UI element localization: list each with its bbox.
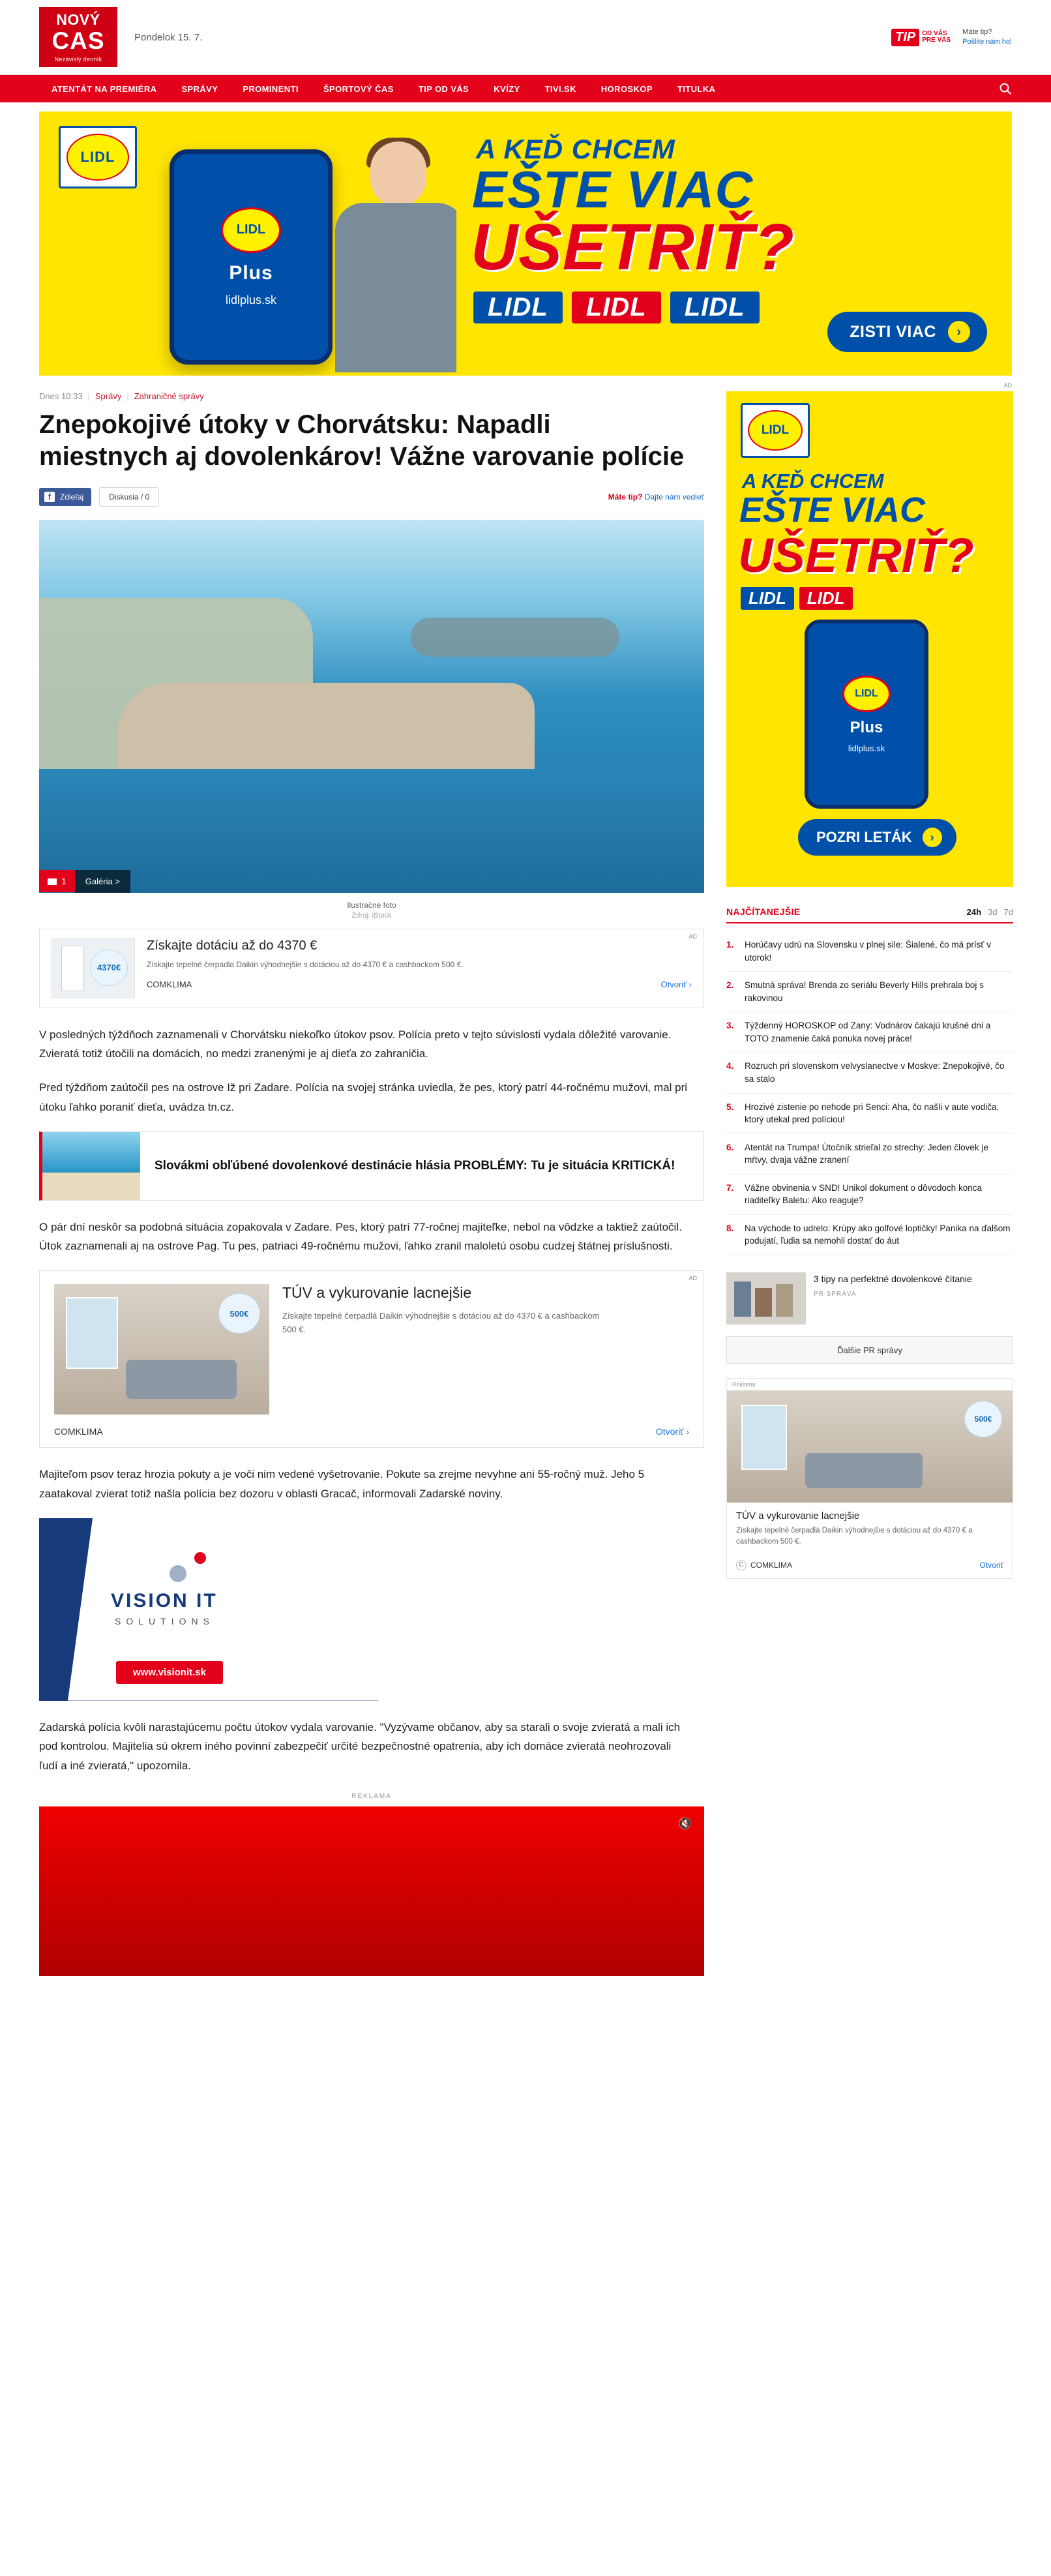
gallery-label: Galéria > (75, 870, 130, 893)
inline-ad-1-advertiser: COMKLIMA (147, 979, 192, 989)
lidl-banner-visual (39, 112, 456, 376)
sidebar-inline-ad-badge: 500€ (964, 1401, 1002, 1437)
hero-water (39, 769, 704, 893)
sidebar-inline-ad-footer (727, 1555, 1013, 1578)
logo-line1: NOVÝ (56, 10, 100, 28)
list-item[interactable] (726, 1012, 1013, 1053)
list-item-title: Týždenný HOROSKOP od Zany: Vodnárov čakajú krušné dni a TOTO znamenie čaká ponuka novej práce! (745, 1021, 991, 1043)
tip-badge-sub (922, 31, 951, 44)
image-caption-text: Ilustračné foto (347, 900, 396, 910)
lidl-top-banner[interactable] (39, 112, 1012, 376)
lidl-sidebar-banner[interactable] (726, 391, 1013, 887)
comklima-icon: C (736, 1560, 747, 1570)
pr-article-thumbnail (726, 1272, 806, 1325)
inline-ad-comklima-1[interactable] (39, 929, 704, 1008)
list-item[interactable] (726, 1175, 1013, 1215)
inline-ad-1-footer (147, 980, 692, 989)
inline-ad-2-text: Získajte tepelné čerpadlá Daikin výhodnejšie s dotáciou až do 4370 € a cashbackom 500 €. (282, 1311, 600, 1334)
meta-separator-1: | (87, 391, 90, 401)
article-paragraph-5: Zadarská polícia kvôli narastajúcemu počtu útokov vydala varovanie. "Vyzývame občanov, aby sa starali o svoje zvieratá a mali ich pod kontrolou. Majitelia sú okrem iného povinní zabezpečiť určité bezpečnostné opatrenia, aby ich domáce zvieratá neohrozovali ľudí a iné zvieratá," upozornila. (39, 1720, 681, 1773)
inline-ad-2-headline: TÚV a vykurovanie lacnejšie (282, 1284, 472, 1302)
inline-ad-1-cta-label: Otvoriť (660, 979, 687, 989)
tip-badge[interactable] (891, 29, 951, 46)
related-article-box[interactable] (39, 1131, 704, 1201)
nav-item-sportovy-cas[interactable]: ŠPORTOVÝ ČAS (323, 83, 394, 94)
lidl-cta-button[interactable] (827, 312, 987, 352)
lidl-plus-icon: LIDL (221, 207, 281, 253)
article-category-2[interactable]: Zahraničné správy (134, 391, 204, 401)
lidl-chip-2: LIDL (572, 292, 661, 323)
inline-ad-1-cta[interactable] (660, 980, 692, 989)
share-row (39, 487, 704, 507)
phone-mockup (805, 620, 928, 809)
lidl-headline-1: A KEĎ CHCEM (476, 134, 675, 164)
more-pr-button[interactable]: Ďalšie PR správy (726, 1336, 1013, 1364)
vision-it-subtitle: SOLUTIONS (115, 1615, 215, 1626)
list-item-title: Smutná správa! Brenda zo seriálu Beverly Hills prehrala boj s rakovinou (745, 980, 984, 1003)
sidebar-ad-chips (741, 587, 853, 610)
photo-icon (48, 877, 57, 885)
tip-badge-sub2: PRE VÁS (922, 37, 951, 44)
pr-article-title: 3 tipy na perfektné dovolenkové čítanie (814, 1274, 972, 1284)
lidl-banner-copy (456, 112, 1012, 376)
list-item-title: Atentát na Trumpa! Útočník strieľal zo strechy: Jeden človek je mŕtvy, dvaja vážne zranení (745, 1142, 988, 1165)
chevron-right-icon: › (948, 321, 970, 343)
inline-ad-2-footer (40, 1420, 703, 1447)
list-item-title: Na východe to udrelo: Krúpy ako golfové loptičky! Panika na ďalšom podujatí, ľudia sa nemohli dostať do áut (745, 1223, 1011, 1246)
related-article-title: Slovákmi obľúbené dovolenkové destinácie hlásia PROBLÉMY: Tu je situácia KRITICKÁ! (155, 1158, 675, 1173)
vision-it-url-button[interactable]: www.visionit.sk (116, 1661, 223, 1684)
lidl-cta-label: ZISTI VIAC (850, 322, 936, 341)
lidl-logo-text: LIDL (67, 134, 129, 181)
nav-item-atentat[interactable]: ATENTÁT NA PREMIÉRA (52, 83, 157, 94)
list-item-number: 8. (726, 1223, 734, 1233)
list-item-title: Rozruch pri slovenskom velvyslanectve v Moskve: Znepokojivé, čo sa stalo (745, 1061, 1005, 1084)
article-paragraph-1: V posledných týždňoch zaznamenali v Chorvátsku niekoľko útokov psov. Polícia preto v tejto súvislosti vydala dôležité varovanie. Zvieratá totiž útočili na domácich, no medzi zranenými je aj dieťa zo zahraničia. (39, 1028, 672, 1060)
sidebar-inline-ad-text: Získajte tepelné čerpadlá Daikin výhodnejšie s dotáciou až do 4370 € a cashbackom 500 €. (736, 1527, 973, 1546)
pr-article-box[interactable] (726, 1272, 1013, 1325)
lidl-chip-3: LIDL (670, 292, 760, 323)
sidebar (726, 382, 1013, 1579)
list-item[interactable] (726, 1053, 1013, 1093)
lidl-logo-icon (59, 126, 137, 188)
inline-ad-1-badge: 4370€ (90, 950, 128, 986)
sidebar-inline-ad-label: Reklama (732, 1381, 756, 1388)
list-item-number: 6. (726, 1142, 734, 1152)
tip-badge-sub1: OD VÁS (922, 29, 947, 37)
chevron-right-icon: › (688, 979, 692, 989)
nav-item-spravy[interactable]: SPRÁVY (181, 83, 218, 94)
nav-item-horoskop[interactable]: HOROSKOP (600, 83, 653, 94)
chevron-right-icon: › (923, 828, 942, 847)
reklama-label: REKLAMA (351, 1792, 392, 1800)
nav-item-prominenti[interactable]: PROMINENTI (243, 83, 299, 94)
list-item-title: Hrozivé zistenie po nehode pri Senci: Aha, čo našli v aute vodiča, ktorý utekal pred políciou! (745, 1101, 999, 1125)
tab-7d[interactable]: 7d (1003, 906, 1013, 917)
lidl-plus-word: Plus (229, 262, 273, 284)
list-item-number: 7. (726, 1182, 734, 1193)
sidebar-ad-line1: A KEĎ CHCEM (742, 470, 884, 492)
lidl-logo-text: LIDL (748, 410, 803, 451)
sidebar-ad-cta-label: POZRI LETÁK (816, 829, 912, 845)
search-icon[interactable] (999, 82, 1012, 95)
sidebar-ad-cta-button[interactable] (798, 819, 956, 856)
inline-ad-1-thumbnail (52, 938, 135, 998)
most-read-widget (726, 906, 1013, 1255)
list-item-title: Vážne obvinenia v SND! Unikol dokument o dôvodoch konca riaditeľky Baletu: Ako reaguje? (745, 1182, 982, 1206)
article-column (39, 391, 704, 1976)
list-item-number: 5. (726, 1101, 734, 1112)
nav-item-tip-od-vas[interactable]: TIP OD VÁS (418, 83, 469, 94)
bottom-video-ad[interactable] (39, 1806, 704, 1976)
nav-item-kvizy[interactable]: KVÍZY (494, 83, 520, 94)
facebook-share-button[interactable] (39, 488, 91, 506)
current-date: Pondelok 15. 7. (134, 31, 203, 43)
sidebar-ad-line2: EŠTE VIAC (739, 490, 926, 530)
sidebar-inline-ad-advertiser: COMKLIMA (750, 1560, 793, 1570)
lidl-plus-icon: LIDL (842, 676, 891, 712)
nav-item-tivi-sk[interactable]: TIVI.SK (544, 83, 576, 94)
most-read-header (726, 906, 1013, 923)
facebook-icon: f (44, 492, 55, 502)
inline-ad-2-cta[interactable] (656, 1426, 689, 1437)
list-item[interactable] (726, 931, 1013, 972)
inline-ad-2-advertiser: COMKLIMA (54, 1426, 103, 1437)
image-source: Zdroj: iStock (351, 911, 392, 920)
chevron-right-icon: › (686, 1426, 689, 1437)
tip-note (962, 27, 1012, 47)
list-item-number: 1. (726, 940, 734, 950)
inline-ad-1-headline: Získajte dotáciu až do 4370 € (147, 938, 318, 953)
lidl-logo-icon (741, 403, 810, 458)
sidebar-inline-ad-cta[interactable]: Otvoriť (979, 1560, 1003, 1570)
mute-icon[interactable]: 🔇 (677, 1816, 692, 1830)
inline-ad-2-badge: 500€ (218, 1293, 260, 1334)
logo-tagline: Nezávislý denník (54, 55, 102, 63)
list-item[interactable] (726, 1134, 1013, 1175)
inline-ad-1-body (147, 938, 692, 989)
site-logo[interactable] (39, 7, 117, 67)
heat-pump-icon (61, 946, 83, 991)
sidebar-ad-line3: UŠETRIŤ? (738, 528, 974, 582)
tip-badge-main: TIP (891, 29, 919, 46)
pr-badge: PR SPRÁVA (814, 1291, 857, 1298)
top-ad-slot[interactable] (0, 102, 1051, 376)
tab-24h[interactable]: 24h (966, 906, 982, 917)
tip-prompt-label: Máte tip? (608, 492, 643, 502)
most-read-list (726, 931, 1013, 1255)
sidebar-ad-label: AD (1003, 382, 1012, 389)
article-paragraph-3: O pár dní neskôr sa podobná situácia zopakovala v Zadare. Pes, ktorý patrí 77-ročnej majiteľke, nebol na vôdzke a taktiež zaútočil. Útok zaznamenali aj na ostrove Pag. Tu pes, patriaci 49-ročnému mužovi, ľahko zranil maloletú osobu cudzej štátnej príslušnosti. (39, 1220, 682, 1253)
list-item[interactable] (726, 1215, 1013, 1255)
gallery-badge[interactable] (39, 870, 130, 893)
tip-note-line1: Máte tip? (962, 28, 992, 37)
facebook-share-label: Zdieľaj (60, 492, 84, 502)
site-header (0, 0, 1051, 75)
list-item-title: Horúčavy udrú na Slovensku v plnej sile: Šialené, čo má prísť v utorok! (745, 940, 991, 963)
lidl-plus-word: Plus (850, 718, 883, 736)
vision-it-ad[interactable] (39, 1518, 378, 1701)
list-item-number: 2. (726, 980, 734, 991)
tab-3d[interactable]: 3d (988, 906, 998, 917)
page-title: Znepokojivé útoky v Chorvátsku: Napadli miestnych aj dovolenkárov! Vážne varovanie polície (39, 410, 685, 471)
header-right (891, 27, 1012, 47)
gallery-count (39, 870, 75, 892)
list-item-number: 3. (726, 1021, 734, 1031)
inline-ad-1-label: AD (688, 933, 697, 940)
list-item-number: 4. (726, 1061, 734, 1071)
list-item[interactable] (726, 972, 1013, 1012)
hero-island (411, 618, 619, 657)
sidebar-inline-ad[interactable] (726, 1378, 1013, 1579)
article-meta (39, 391, 704, 401)
list-item[interactable] (726, 1094, 1013, 1134)
article-hero-image[interactable] (39, 520, 704, 893)
gallery-count-value: 1 (61, 876, 67, 887)
sidebar-chip-2: LIDL (799, 587, 853, 610)
lidl-plus-url: lidlplus.sk (225, 293, 277, 307)
meta-separator-2: | (126, 391, 129, 401)
inline-ad-2-cta-label: Otvoriť (655, 1426, 684, 1437)
vision-it-logo-icon (167, 1552, 206, 1582)
phone-mockup (170, 149, 333, 365)
sidebar-chip-1: LIDL (741, 587, 794, 610)
inline-ad-2-body (282, 1284, 689, 1415)
article-paragraph-2: Pred týždňom zaútočil pes na ostrove Iž pri Zadare. Polícia na svojej stránka uviedla, že pes, ktorý patrí 44-ročnému mužovi, mal pri útoku ľahko poraniť dieťa, uvádza tn.cz. (39, 1081, 688, 1113)
sidebar-inline-ad-image (727, 1390, 1013, 1503)
article-paragraph-4: Majiteľom psov teraz hrozia pokuty a je voči nim vedené vyšetrovanie. Pokute sa zrejme nevyhne ani 55-ročný muž. Jeho 5 zaatakoval zvierat totiž našla polícia bez dozoru v oblasti Gracač, informovali Zadarské noviny. (39, 1468, 645, 1500)
main-navigation (0, 75, 1051, 102)
tip-note-link[interactable]: Pošlite nám ho! (962, 38, 1012, 46)
inline-ad-2-label: AD (688, 1275, 697, 1282)
page-content (39, 382, 1013, 1976)
image-caption (39, 901, 704, 920)
discussion-button[interactable]: Diskusia / 0 (99, 487, 159, 507)
sidebar-inline-ad-headline: TÚV a vykurovanie lacnejšie (736, 1510, 860, 1521)
lidl-chip-1: LIDL (473, 292, 563, 323)
lidl-headline-2: EŠTE VIAC (472, 160, 754, 218)
sidebar-ad-slot[interactable] (726, 382, 1013, 887)
lidl-plus-url: lidlplus.sk (848, 743, 885, 753)
logo-line2: CAS (52, 27, 105, 54)
inline-ad-2-image (54, 1284, 269, 1415)
article-time: Dnes 10:33 (39, 391, 83, 401)
most-read-title: NAJČÍTANEJŠIE (726, 906, 801, 917)
lidl-headline-3: UŠETRIŤ? (471, 211, 795, 284)
article-category-1[interactable]: Správy (95, 391, 122, 401)
nav-item-titulka[interactable]: TITULKA (677, 83, 716, 94)
inline-ad-1-text: Získajte tepelné čerpadla Daikin výhodnejšie s dotáciou až do 4370 € a cashbackom 500 €. (147, 959, 464, 969)
inline-ad-comklima-2[interactable] (39, 1270, 704, 1448)
tip-prompt (608, 492, 704, 502)
most-read-tabs (967, 907, 1013, 917)
related-article-thumbnail (42, 1132, 140, 1200)
vision-it-title: VISION IT (111, 1589, 218, 1611)
tip-prompt-link[interactable]: Dajte nám vedieť (644, 492, 704, 502)
